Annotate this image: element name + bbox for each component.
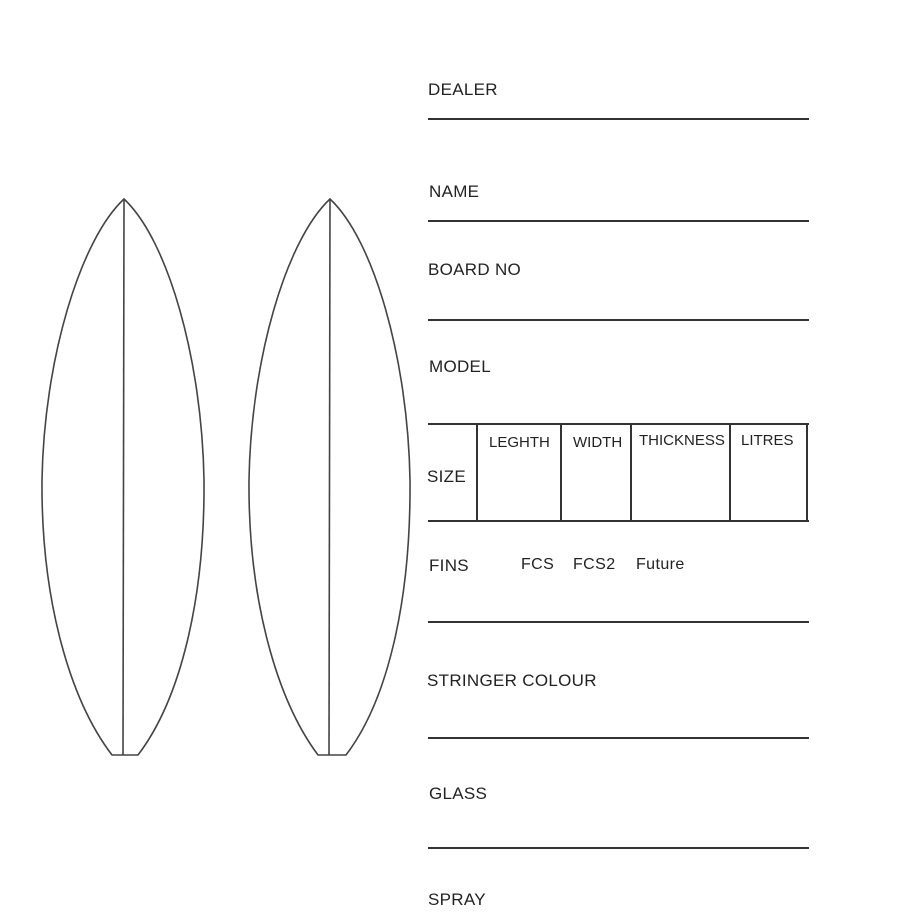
fins-option-future[interactable]: Future xyxy=(636,556,685,573)
size-col-thickness: THICKNESS xyxy=(639,432,725,449)
stringer-colour-field[interactable] xyxy=(428,737,809,739)
dealer-field[interactable] xyxy=(428,118,809,120)
size-col-litres: LITRES xyxy=(741,432,794,449)
board-no-label: BOARD NO xyxy=(428,260,522,279)
size-thickness-cell[interactable] xyxy=(632,455,727,519)
dealer-label: DEALER xyxy=(428,80,498,99)
size-divider xyxy=(806,425,808,520)
board-no-field[interactable] xyxy=(428,319,809,321)
model-label: MODEL xyxy=(429,357,491,376)
size-col-width: WIDTH xyxy=(573,434,623,451)
size-length-cell[interactable] xyxy=(478,455,558,519)
glass-label: GLASS xyxy=(429,784,488,803)
size-label: SIZE xyxy=(427,467,466,486)
fins-field[interactable] xyxy=(428,621,809,623)
fins-option-fcs2[interactable]: FCS2 xyxy=(573,556,616,573)
spray-label: SPRAY xyxy=(428,890,486,909)
size-width-cell[interactable] xyxy=(562,455,628,519)
size-litres-cell[interactable] xyxy=(731,455,804,519)
stringer-colour-label: STRINGER COLOUR xyxy=(427,671,597,690)
size-col-length: LEGHTH xyxy=(489,434,550,451)
name-label: NAME xyxy=(429,182,480,201)
size-table xyxy=(428,423,809,522)
fins-option-fcs[interactable]: FCS xyxy=(521,556,555,573)
name-field[interactable] xyxy=(428,220,809,222)
fins-label: FINS xyxy=(429,556,469,575)
glass-field[interactable] xyxy=(428,847,809,849)
